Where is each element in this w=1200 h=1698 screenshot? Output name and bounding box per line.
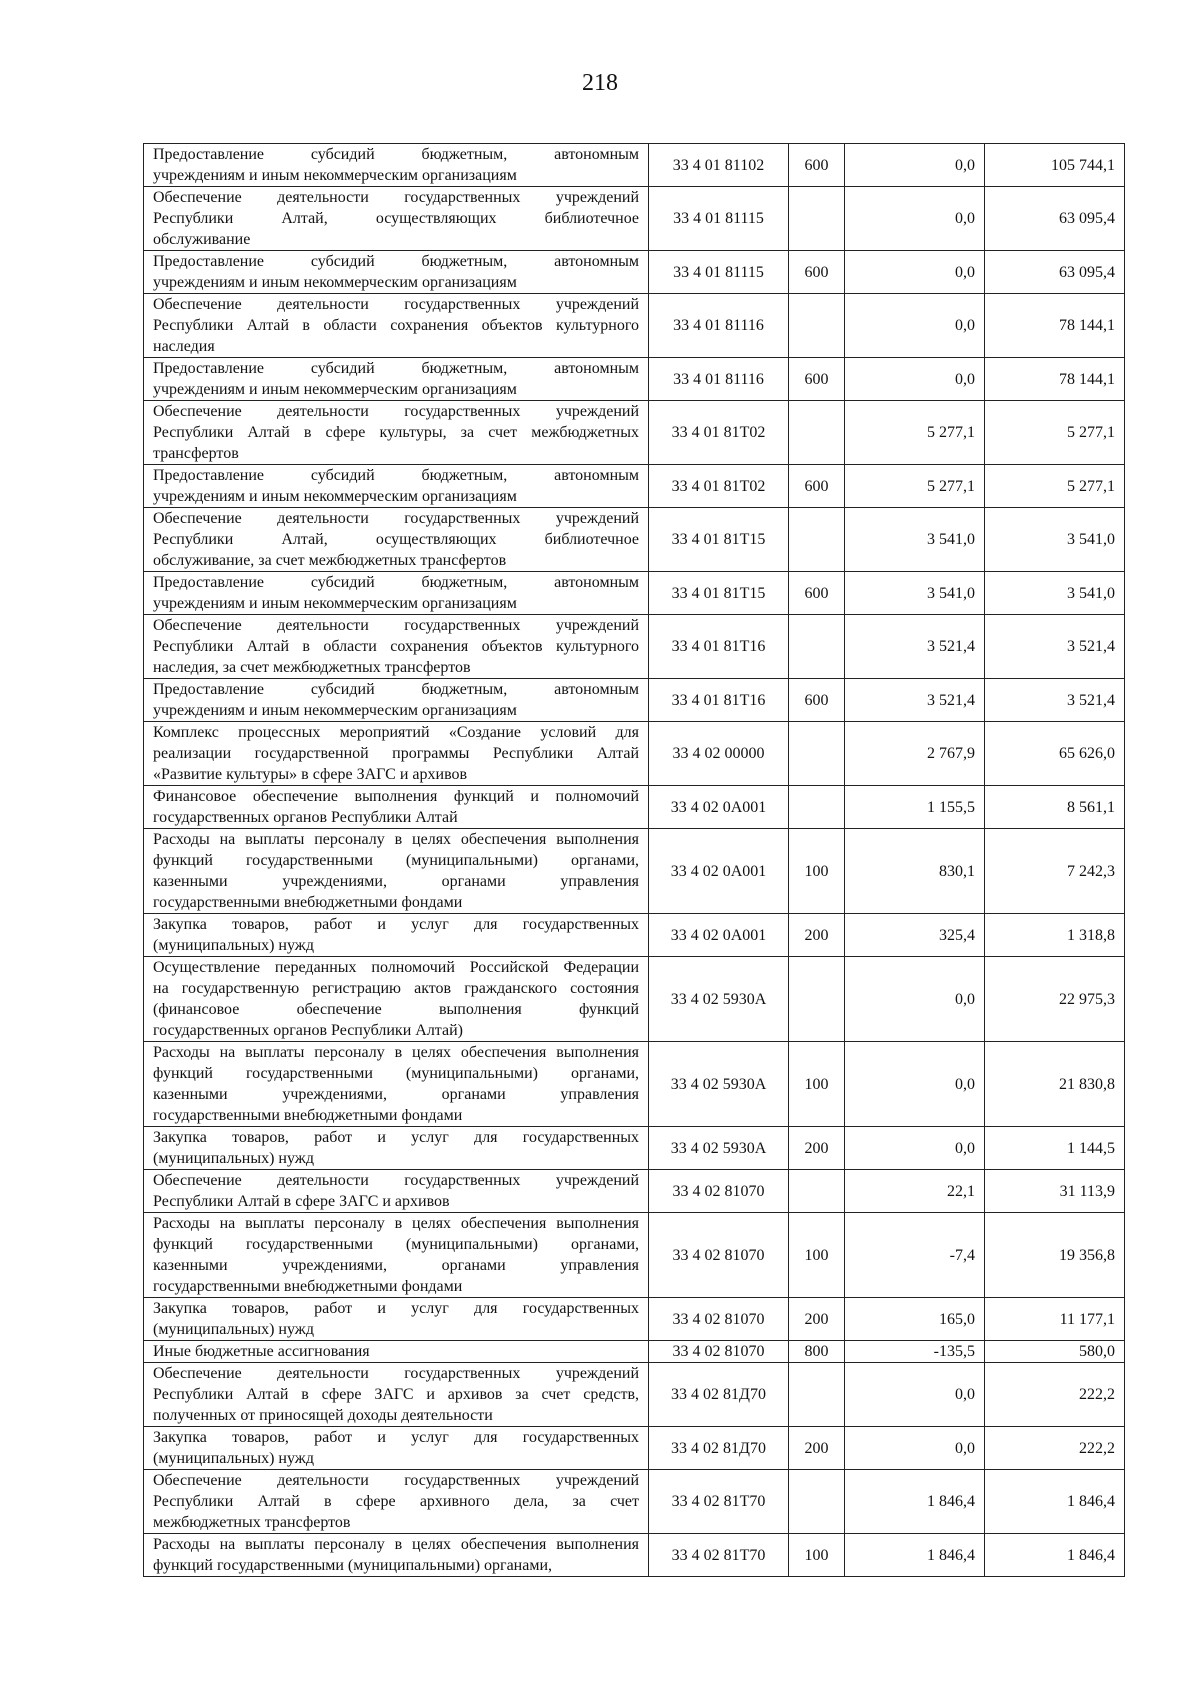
- row-expense-type: 200: [789, 1427, 845, 1470]
- description-line: учреждениям и иным некоммерческим организациям: [153, 595, 517, 612]
- row-amount-total: 3 521,4: [985, 679, 1125, 722]
- description-line: Закупка товаров, работ и услуг для государственных: [153, 1129, 639, 1146]
- row-target-code: 33 4 01 81102: [649, 144, 789, 187]
- row-description: [144, 615, 649, 679]
- row-amount-total: 5 277,1: [985, 401, 1125, 465]
- description-line: (муниципальных) нужд: [153, 1450, 314, 1467]
- row-expense-type: 200: [789, 1127, 845, 1170]
- row-target-code: 33 4 02 0А001: [649, 829, 789, 914]
- description-line: государственными внебюджетными фондами: [153, 1278, 463, 1295]
- description-line: казенными учреждениями, органами управления: [153, 1257, 639, 1274]
- row-amount-total: 78 144,1: [985, 294, 1125, 358]
- description-line: учреждениям и иным некоммерческим организациям: [153, 167, 517, 184]
- row-expense-type: 600: [789, 251, 845, 294]
- row-amount-total: 22 975,3: [985, 957, 1125, 1042]
- description-line: реализации государственной программы Республики Алтай: [153, 745, 639, 762]
- row-amount-total: 1 144,5: [985, 1127, 1125, 1170]
- table-row: [144, 1341, 1125, 1363]
- row-target-code: 33 4 01 81116: [649, 358, 789, 401]
- row-amount-change: 5 277,1: [845, 401, 985, 465]
- row-expense-type: [789, 615, 845, 679]
- row-expense-type: [789, 187, 845, 251]
- table-row: [144, 1534, 1125, 1577]
- row-target-code: 33 4 02 81070: [649, 1170, 789, 1213]
- description-line: учреждениям и иным некоммерческим организациям: [153, 702, 517, 719]
- row-amount-change: 0,0: [845, 294, 985, 358]
- row-description: [144, 1427, 649, 1470]
- row-target-code: 33 4 01 81115: [649, 251, 789, 294]
- row-description: [144, 144, 649, 187]
- row-target-code: 33 4 02 0А001: [649, 786, 789, 829]
- description-line: Расходы на выплаты персоналу в целях обеспечения выполнения: [153, 1044, 639, 1061]
- description-line: учреждениям и иным некоммерческим организациям: [153, 381, 517, 398]
- row-amount-change: 22,1: [845, 1170, 985, 1213]
- row-target-code: 33 4 02 0А001: [649, 914, 789, 957]
- description-line: учреждениям и иным некоммерческим организациям: [153, 488, 517, 505]
- row-description: [144, 1470, 649, 1534]
- description-line: Расходы на выплаты персоналу в целях обеспечения выполнения: [153, 831, 639, 848]
- row-expense-type: 600: [789, 465, 845, 508]
- description-line: обслуживание, за счет межбюджетных трансфертов: [153, 552, 507, 569]
- row-description: [144, 1170, 649, 1213]
- row-description: [144, 786, 649, 829]
- row-target-code: 33 4 01 81116: [649, 294, 789, 358]
- row-target-code: 33 4 02 5930А: [649, 957, 789, 1042]
- row-expense-type: 200: [789, 1298, 845, 1341]
- row-description: [144, 679, 649, 722]
- row-description: [144, 187, 649, 251]
- row-description: [144, 1298, 649, 1341]
- row-amount-total: 105 744,1: [985, 144, 1125, 187]
- row-amount-change: 0,0: [845, 1127, 985, 1170]
- table-row: [144, 679, 1125, 722]
- row-amount-total: 3 541,0: [985, 508, 1125, 572]
- row-description: [144, 1363, 649, 1427]
- row-amount-change: 1 155,5: [845, 786, 985, 829]
- table-row: [144, 957, 1125, 1042]
- description-line: Обеспечение деятельности государственных учреждений: [153, 1472, 639, 1489]
- description-line: государственных органов Республики Алтай): [153, 1022, 463, 1039]
- row-amount-total: 8 561,1: [985, 786, 1125, 829]
- row-amount-total: 19 356,8: [985, 1213, 1125, 1298]
- description-line: функций государственными (муниципальными) органами,: [153, 1065, 639, 1082]
- description-line: Предоставление субсидий бюджетным, автономным: [153, 146, 639, 163]
- row-target-code: 33 4 01 81Т15: [649, 572, 789, 615]
- row-amount-total: 63 095,4: [985, 187, 1125, 251]
- row-expense-type: [789, 786, 845, 829]
- row-amount-total: 3 521,4: [985, 615, 1125, 679]
- row-description: [144, 957, 649, 1042]
- description-line: государственными внебюджетными фондами: [153, 1107, 463, 1124]
- table-row: [144, 572, 1125, 615]
- row-amount-change: 3 521,4: [845, 615, 985, 679]
- description-line: Республики Алтай в области сохранения объектов культурного: [153, 317, 639, 334]
- description-line: учреждениям и иным некоммерческим организациям: [153, 274, 517, 291]
- description-line: Предоставление субсидий бюджетным, автономным: [153, 574, 639, 591]
- table-row: [144, 144, 1125, 187]
- table-row: [144, 1213, 1125, 1298]
- row-amount-total: 63 095,4: [985, 251, 1125, 294]
- row-amount-change: 0,0: [845, 957, 985, 1042]
- description-line: Комплекс процессных мероприятий «Создание условий для: [153, 724, 639, 741]
- row-target-code: 33 4 02 81Д70: [649, 1427, 789, 1470]
- description-line: государственными внебюджетными фондами: [153, 894, 463, 911]
- description-line: Предоставление субсидий бюджетным, автономным: [153, 467, 639, 484]
- description-line: Закупка товаров, работ и услуг для государственных: [153, 1429, 639, 1446]
- table-row: [144, 1298, 1125, 1341]
- table-row: [144, 722, 1125, 786]
- row-amount-change: 0,0: [845, 1427, 985, 1470]
- row-amount-change: 830,1: [845, 829, 985, 914]
- row-description: [144, 508, 649, 572]
- row-amount-total: 1 318,8: [985, 914, 1125, 957]
- budget-table: [143, 143, 1125, 1577]
- row-amount-change: 3 521,4: [845, 679, 985, 722]
- row-expense-type: 100: [789, 1213, 845, 1298]
- description-line: Обеспечение деятельности государственных учреждений: [153, 403, 639, 420]
- description-line: Обеспечение деятельности государственных учреждений: [153, 1172, 639, 1189]
- description-line: Обеспечение деятельности государственных учреждений: [153, 296, 639, 313]
- row-description: [144, 829, 649, 914]
- description-line: Предоставление субсидий бюджетным, автономным: [153, 253, 639, 270]
- row-expense-type: 800: [789, 1341, 845, 1363]
- description-line: межбюджетных трансфертов: [153, 1514, 351, 1531]
- table-row: [144, 508, 1125, 572]
- row-amount-change: 2 767,9: [845, 722, 985, 786]
- row-amount-change: 0,0: [845, 1363, 985, 1427]
- row-description: [144, 1534, 649, 1577]
- row-expense-type: 600: [789, 572, 845, 615]
- table-row: [144, 786, 1125, 829]
- row-amount-total: 222,2: [985, 1363, 1125, 1427]
- row-target-code: 33 4 01 81Т02: [649, 401, 789, 465]
- row-amount-change: 0,0: [845, 187, 985, 251]
- row-target-code: 33 4 02 5930А: [649, 1042, 789, 1127]
- description-line: Республики Алтай в сфере ЗАГС и архивов за счет средств,: [153, 1386, 639, 1403]
- description-line: наследия: [153, 338, 215, 355]
- row-description: [144, 358, 649, 401]
- row-description: [144, 914, 649, 957]
- row-amount-total: 11 177,1: [985, 1298, 1125, 1341]
- description-line: функций государственными (муниципальными) органами,: [153, 1557, 553, 1574]
- row-expense-type: [789, 1170, 845, 1213]
- row-amount-total: 1 846,4: [985, 1534, 1125, 1577]
- row-target-code: 33 4 02 81070: [649, 1298, 789, 1341]
- description-line: (финансовое обеспечение выполнения функций: [153, 1001, 639, 1018]
- table-row: [144, 1470, 1125, 1534]
- description-line: Предоставление субсидий бюджетным, автономным: [153, 681, 639, 698]
- row-description: [144, 465, 649, 508]
- row-target-code: 33 4 02 81Д70: [649, 1363, 789, 1427]
- description-line: Закупка товаров, работ и услуг для государственных: [153, 1300, 639, 1317]
- row-target-code: 33 4 01 81115: [649, 187, 789, 251]
- table-row: [144, 1363, 1125, 1427]
- description-line: «Развитие культуры» в сфере ЗАГС и архивов: [153, 766, 468, 783]
- table-row: [144, 914, 1125, 957]
- row-expense-type: 100: [789, 1042, 845, 1127]
- description-line: Расходы на выплаты персоналу в целях обеспечения выполнения: [153, 1215, 639, 1232]
- description-line: Обеспечение деятельности государственных учреждений: [153, 617, 639, 634]
- row-amount-total: 1 846,4: [985, 1470, 1125, 1534]
- table-row: [144, 294, 1125, 358]
- table-row: [144, 1042, 1125, 1127]
- row-target-code: 33 4 02 81070: [649, 1341, 789, 1363]
- row-amount-change: 0,0: [845, 251, 985, 294]
- row-target-code: 33 4 01 81Т16: [649, 679, 789, 722]
- row-description: [144, 251, 649, 294]
- budget-table-body: [144, 144, 1125, 1577]
- description-line: Закупка товаров, работ и услуг для государственных: [153, 916, 639, 933]
- row-description: [144, 1341, 649, 1363]
- table-row: [144, 829, 1125, 914]
- row-amount-change: -135,5: [845, 1341, 985, 1363]
- row-expense-type: 600: [789, 358, 845, 401]
- description-line: трансфертов: [153, 445, 239, 462]
- row-expense-type: [789, 401, 845, 465]
- description-line: Республики Алтай, осуществляющих библиотечное: [153, 210, 639, 227]
- row-amount-change: -7,4: [845, 1213, 985, 1298]
- row-expense-type: [789, 1470, 845, 1534]
- row-target-code: 33 4 02 5930А: [649, 1127, 789, 1170]
- description-line: наследия, за счет межбюджетных трансфертов: [153, 659, 471, 676]
- row-expense-type: [789, 294, 845, 358]
- row-amount-change: 1 846,4: [845, 1470, 985, 1534]
- row-target-code: 33 4 01 81Т16: [649, 615, 789, 679]
- description-line: функций государственными (муниципальными) органами,: [153, 852, 639, 869]
- description-line: Республики Алтай в сфере культуры, за счет межбюджетных: [153, 424, 639, 441]
- description-line: обслуживание: [153, 231, 251, 248]
- row-amount-total: 78 144,1: [985, 358, 1125, 401]
- description-line: Обеспечение деятельности государственных учреждений: [153, 510, 639, 527]
- description-line: (муниципальных) нужд: [153, 1321, 314, 1338]
- description-line: (муниципальных) нужд: [153, 1150, 314, 1167]
- row-expense-type: 600: [789, 144, 845, 187]
- row-amount-total: 65 626,0: [985, 722, 1125, 786]
- description-line: Финансовое обеспечение выполнения функций и полномочий: [153, 788, 639, 805]
- row-amount-change: 0,0: [845, 358, 985, 401]
- row-amount-total: 222,2: [985, 1427, 1125, 1470]
- row-target-code: 33 4 02 81Т70: [649, 1470, 789, 1534]
- row-target-code: 33 4 02 00000: [649, 722, 789, 786]
- description-line: Предоставление субсидий бюджетным, автономным: [153, 360, 639, 377]
- row-description: [144, 294, 649, 358]
- row-description: [144, 722, 649, 786]
- row-description: [144, 572, 649, 615]
- row-expense-type: [789, 1363, 845, 1427]
- description-line: функций государственными (муниципальными) органами,: [153, 1236, 639, 1253]
- description-line: государственных органов Республики Алтай: [153, 809, 458, 826]
- row-amount-total: 31 113,9: [985, 1170, 1125, 1213]
- description-line: Обеспечение деятельности государственных учреждений: [153, 1365, 639, 1382]
- description-line: Иные бюджетные ассигнования: [153, 1343, 370, 1360]
- row-amount-change: 0,0: [845, 1042, 985, 1127]
- table-row: [144, 1427, 1125, 1470]
- description-line: Республики Алтай, осуществляющих библиотечное: [153, 531, 639, 548]
- row-description: [144, 401, 649, 465]
- page-number: 218: [582, 70, 618, 96]
- row-expense-type: 100: [789, 1534, 845, 1577]
- description-line: Расходы на выплаты персоналу в целях обеспечения выполнения: [153, 1536, 639, 1553]
- description-line: казенными учреждениями, органами управления: [153, 1086, 639, 1103]
- row-expense-type: 100: [789, 829, 845, 914]
- table-row: [144, 187, 1125, 251]
- row-expense-type: [789, 957, 845, 1042]
- row-description: [144, 1213, 649, 1298]
- description-line: Осуществление переданных полномочий Российской Федерации: [153, 959, 639, 976]
- row-description: [144, 1127, 649, 1170]
- description-line: казенными учреждениями, органами управления: [153, 873, 639, 890]
- table-row: [144, 1127, 1125, 1170]
- row-target-code: 33 4 02 81Т70: [649, 1534, 789, 1577]
- description-line: Республики Алтай в области сохранения объектов культурного: [153, 638, 639, 655]
- description-line: полученных от приносящей доходы деятельности: [153, 1407, 493, 1424]
- row-amount-total: 7 242,3: [985, 829, 1125, 914]
- row-target-code: 33 4 01 81Т02: [649, 465, 789, 508]
- row-amount-total: 580,0: [985, 1341, 1125, 1363]
- table-row: [144, 465, 1125, 508]
- row-target-code: 33 4 02 81070: [649, 1213, 789, 1298]
- row-amount-change: 1 846,4: [845, 1534, 985, 1577]
- row-amount-change: 5 277,1: [845, 465, 985, 508]
- row-expense-type: [789, 508, 845, 572]
- description-line: Обеспечение деятельности государственных учреждений: [153, 189, 639, 206]
- row-amount-change: 3 541,0: [845, 572, 985, 615]
- table-row: [144, 615, 1125, 679]
- row-expense-type: 600: [789, 679, 845, 722]
- row-amount-change: 0,0: [845, 144, 985, 187]
- table-row: [144, 401, 1125, 465]
- description-line: на государственную регистрацию актов гражданского состояния: [153, 980, 639, 997]
- table-row: [144, 251, 1125, 294]
- row-description: [144, 1042, 649, 1127]
- row-amount-total: 5 277,1: [985, 465, 1125, 508]
- row-expense-type: [789, 722, 845, 786]
- row-amount-change: 325,4: [845, 914, 985, 957]
- table-row: [144, 358, 1125, 401]
- table-row: [144, 1170, 1125, 1213]
- row-expense-type: 200: [789, 914, 845, 957]
- description-line: Республики Алтай в сфере архивного дела, за счет: [153, 1493, 639, 1510]
- description-line: Республики Алтай в сфере ЗАГС и архивов: [153, 1193, 450, 1210]
- description-line: (муниципальных) нужд: [153, 937, 314, 954]
- row-amount-change: 3 541,0: [845, 508, 985, 572]
- row-amount-change: 165,0: [845, 1298, 985, 1341]
- row-target-code: 33 4 01 81Т15: [649, 508, 789, 572]
- row-amount-total: 3 541,0: [985, 572, 1125, 615]
- row-amount-total: 21 830,8: [985, 1042, 1125, 1127]
